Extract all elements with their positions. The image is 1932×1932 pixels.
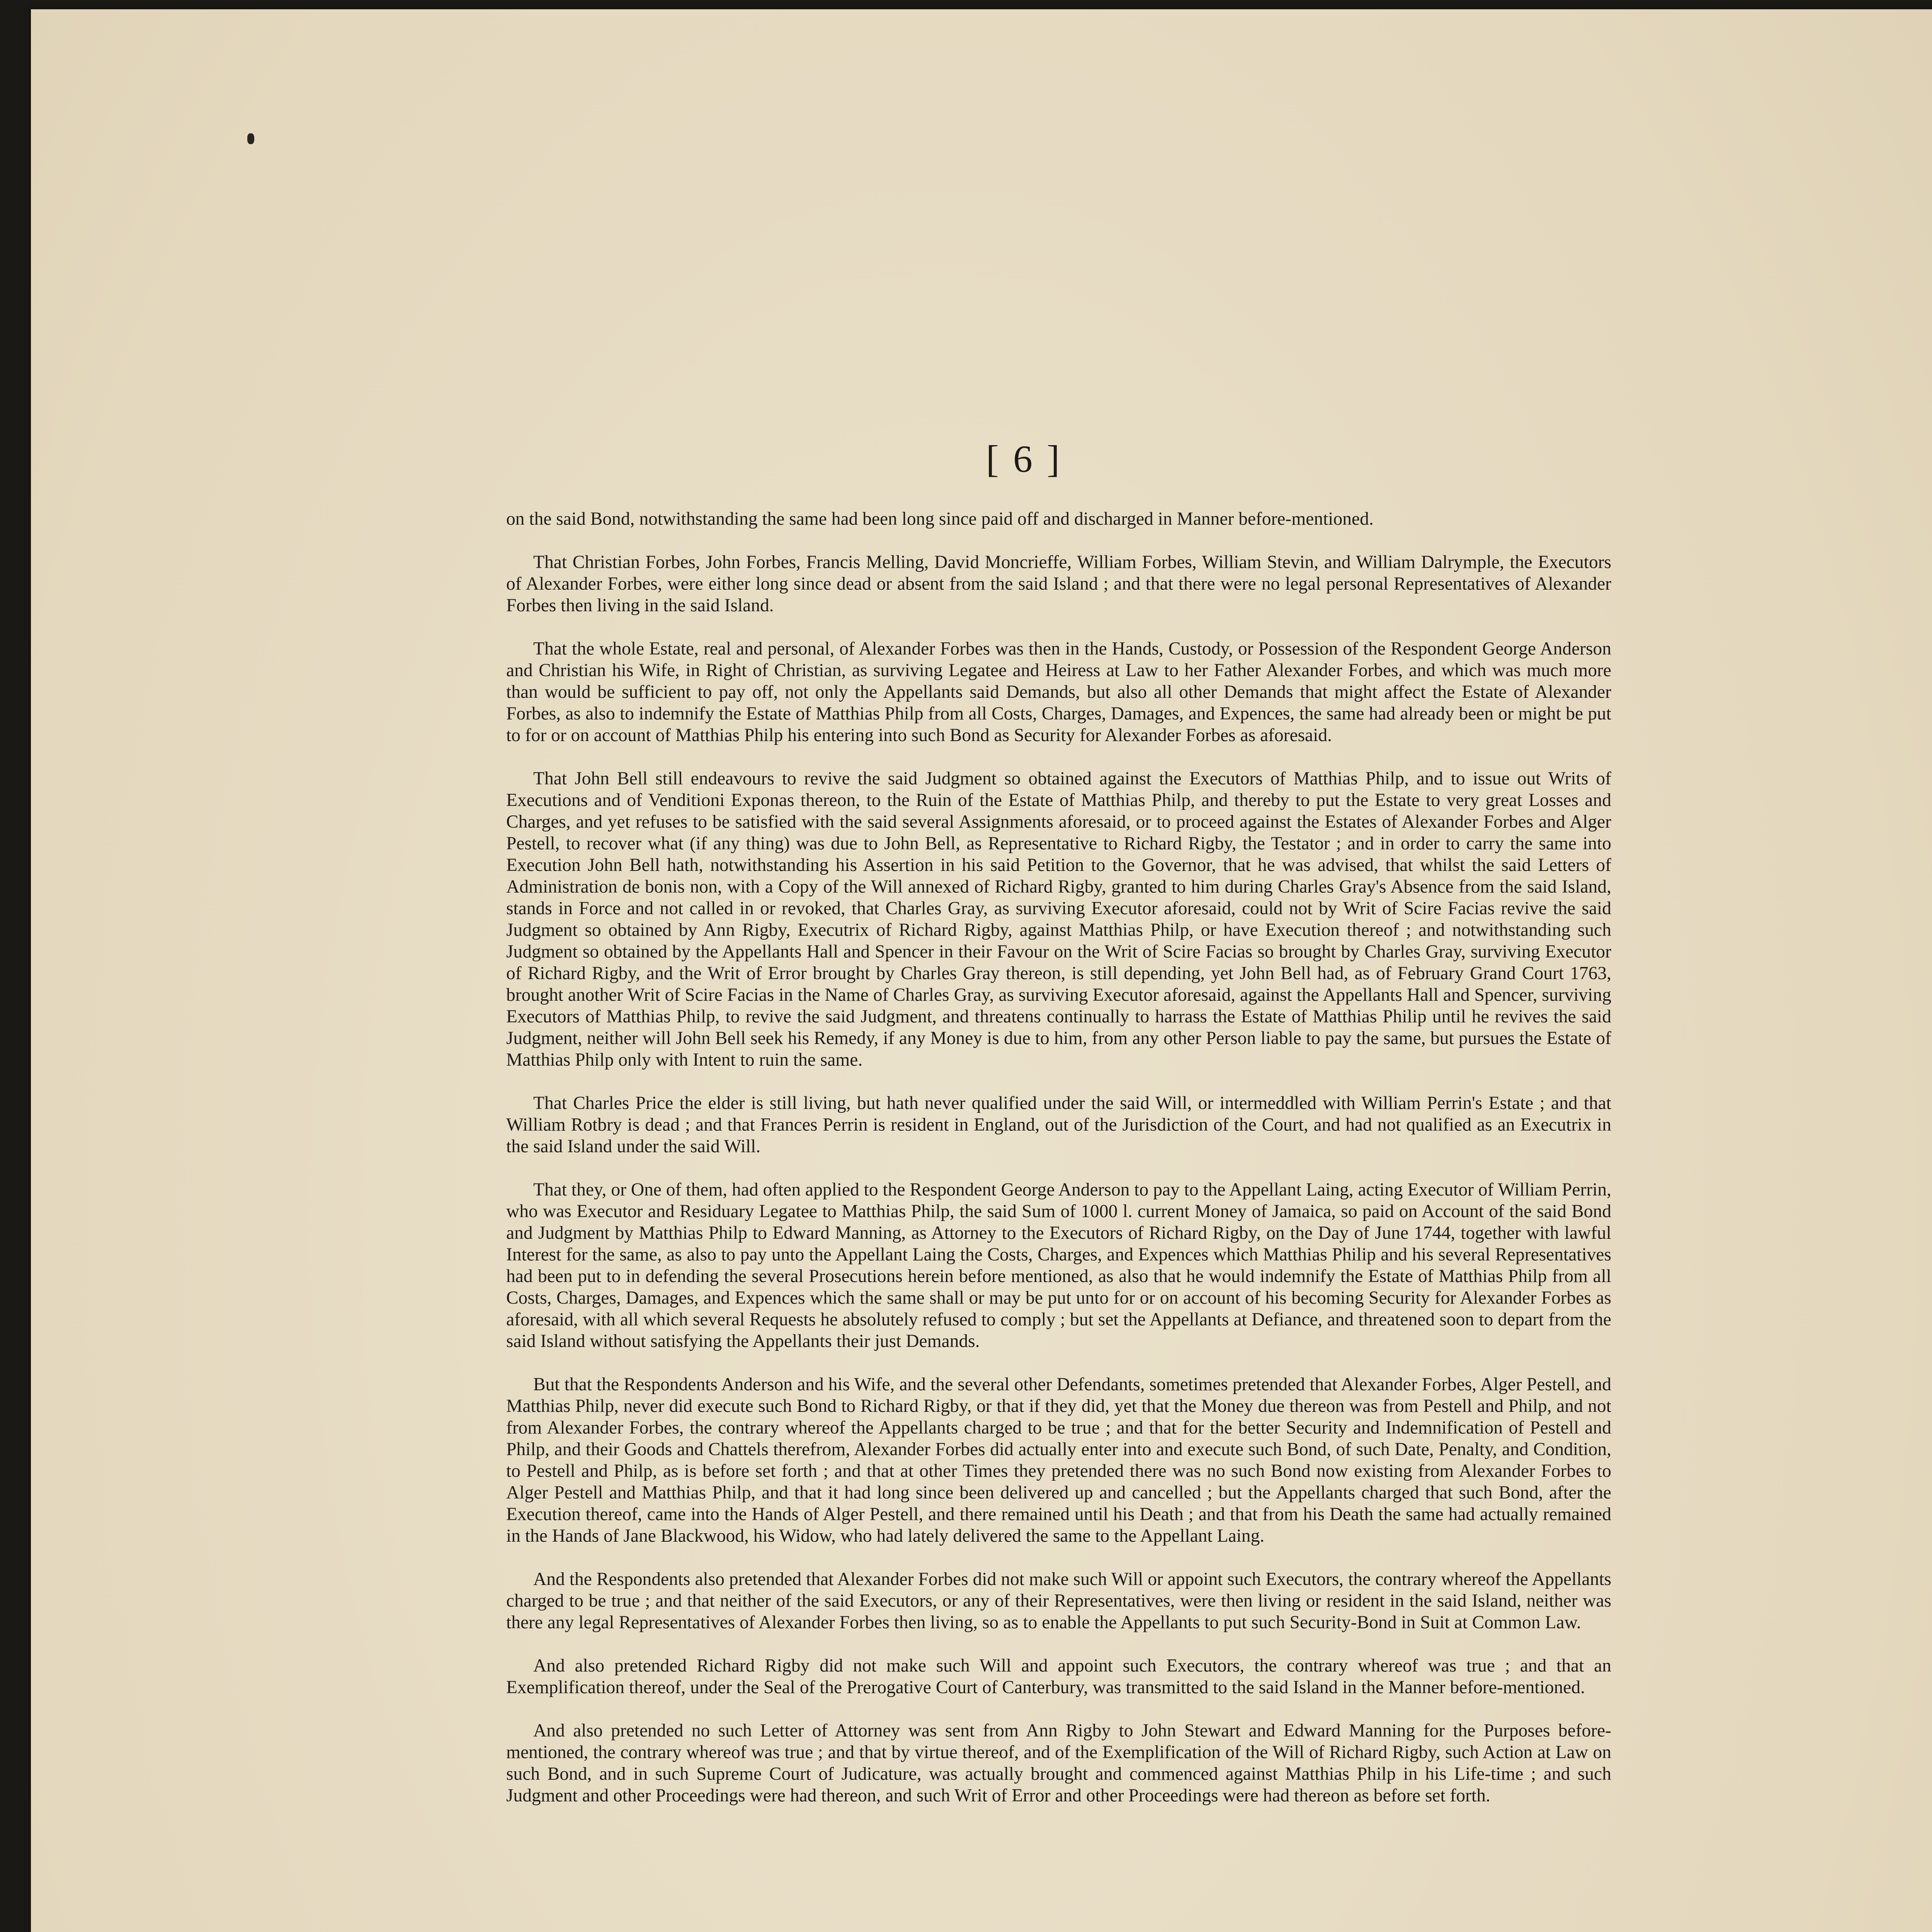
- paragraph-1: on the said Bond, notwithstanding the same had been long since paid off and discharged in Manner before-mentioned.: [506, 509, 1374, 529]
- paragraph-10: And also pretended no such Letter of Attorney was sent from Ann Rigby to John Stewart and Edward Manning for the Purposes before-mentioned, the contrary whereof was true ; and that by virtue thereof, and of the Exemplification of the Will of Richard Rigby, such Action at Law on such Bond, and in such Supreme Court of Judicature, was actually brought and commenced against Matthias Philp in his Life-time ; and such Judgment and other Proceedings were had thereon, and such Writ of Error and other Proceedings were had thereon as before set forth.: [506, 1721, 1611, 1806]
- ink-blot: [247, 133, 254, 144]
- paragraph-9: And also pretended Richard Rigby did not make such Will and appoint such Executors, the contrary whereof was true ; and that an Exemplification thereof, under the Seal of the Prerogative Court of Canterbury, was transmitted to the said Island in the Manner before-mentioned.: [506, 1656, 1611, 1697]
- paragraph-8: And the Respondents also pretended that Alexander Forbes did not make such Will or appoint such Executors, the contrary whereof the Appellants charged to be true ; and that neither of the said Executors, or any of their Representatives, were then living or resident in the said Island, neither was there any legal Representatives of Alexander Forbes then living, so as to enable the Appellants to put such Security-Bond in Suit at Common Law.: [506, 1569, 1611, 1633]
- paragraph-3: That the whole Estate, real and personal, of Alexander Forbes was then in the Hands, Custody, or Possession of the Respondent George Anderson and Christian his Wife, in Right of Christian, as surviving Legatee and Heiress at Law to her Father Alexander Forbes, and which was much more than would be sufficient to pay off, not only the Appellants said Demands, but also all other Demands that might affect the Estate of Alexander Forbes, as also to indemnify the Estate of Matthias Philp from all Costs, Charges, Damages, and Expences, the same had already been or might be put to for or on account of Matthias Philp his entering into such Bond as Security for Alexander Forbes as aforesaid.: [506, 639, 1611, 745]
- paragraph-2: That Christian Forbes, John Forbes, Francis Melling, David Moncrieffe, William Forbes, William Stevin, and William Dalrymple, the Executors of Alexander Forbes, were either long since dead or absent from the said Island ; and that there were no legal personal Representatives of Alexander Forbes then living in the said Island.: [506, 552, 1611, 616]
- paragraph-7: But that the Respondents Anderson and his Wife, and the several other Defendants, sometimes pretended that Alexander Forbes, Alger Pestell, and Matthias Philp, never did execute such Bond to Richard Rigby, or that if they did, yet that the Money due thereon was from Pestell and Philp, and not from Alexander Forbes, the contrary whereof the Appellants charged to be true ; and that for the better Security and Indemnification of Pestell and Philp, and their Goods and Chattels therefrom, Alexander Forbes did actually enter into and execute such Bond, of such Date, Penalty, and Condition, to Pestell and Philp, as is before set forth ; and that at other Times they pretended there was no such Bond now existing from Alexander Forbes to Alger Pestell and Matthias Philp, and that it had long since been delivered up and cancelled ; but the Appellants charged that such Bond, after the Execution thereof, came into the Hands of Alger Pestell, and there remained until his Death ; and that from his Death the same had actually remained in the Hands of Jane Blackwood, his Widow, who had lately delivered the same to the Appellant Laing.: [506, 1374, 1611, 1546]
- body-text: [506, 508, 1611, 1828]
- paragraph-6: That they, or One of them, had often applied to the Respondent George Anderson to pay to the Appellant Laing, acting Executor of William Perrin, who was Executor and Residuary Legatee to Matthias Philp, the said Sum of 1000 l. current Money of Jamaica, so paid on Account of the said Bond and Judgment by Matthias Philp to Edward Manning, as Attorney to the Executors of Richard Rigby, on the Day of June 1744, together with lawful Interest for the same, as also to pay unto the Appellant Laing the Costs, Charges, and Expences which Matthias Philip and his several Representatives had been put to in defending the several Prosecutions herein before mentioned, as also that he would indemnify the Estate of Matthias Philp from all Costs, Charges, Damages, and Expences which the same shall or may be put unto for or on account of his becoming Security for Alexander Forbes as aforesaid, with all which several Requests he absolutely refused to comply ; but set the Appellants at Defiance, and threatened soon to depart from the said Island without satisfying the Appellants their just Demands.: [506, 1180, 1611, 1351]
- paragraph-5: That Charles Price the elder is still living, but hath never qualified under the said Will, or intermeddled with William Perrin's Estate ; and that William Rotbry is dead ; and that Frances Perrin is resident in England, out of the Jurisdiction of the Court, and had not qualified as an Executrix in the said Island under the said Will.: [506, 1093, 1611, 1156]
- page-number: [ 6 ]: [986, 437, 1062, 480]
- paragraph-4: That John Bell still endeavours to revive the said Judgment so obtained against the Executors of Matthias Philp, and to issue out Writs of Executions and of Venditioni Exponas thereon, to the Ruin of the Estate of Matthias Philp, and thereby to put the Estate to very great Losses and Charges, and yet refuses to be satisfied with the said several Assignments aforesaid, or to proceed against the Estates of Alexander Forbes and Alger Pestell, to recover what (if any thing) was due to John Bell, as Representative to Richard Rigby, the Testator ; and in order to carry the same into Execution John Bell hath, notwithstanding his Assertion in his said Petition to the Governor, that he was advised, that whilst the said Letters of Administration de bonis non, with a Copy of the Will annexed of Richard Rigby, granted to him during Charles Gray's Absence from the said Island, stands in Force and not called in or revoked, that Charles Gray, as surviving Executor aforesaid, could not by Writ of Scire Facias revive the said Judgment so obtained by Ann Rigby, Executrix of Richard Rigby, against Matthias Philp, or have Execution thereof ; and notwithstanding such Judgment so obtained by the Appellants Hall and Spencer in their Favour on the Writ of Scire Facias so brought by Charles Gray, surviving Executor of Richard Rigby, and the Writ of Error brought by Charles Gray thereon, is still depending, yet John Bell had, as of February Grand Court 1763, brought another Writ of Scire Facias in the Name of Charles Gray, as surviving Executor aforesaid, against the Appellants Hall and Spencer, surviving Executors of Matthias Philp, to revive the said Judgment, and threatens continually to harrass the Estate of Matthias Philip until he revives the said Judgment, neither will John Bell seek his Remedy, if any Money is due to him, from any other Person liable to pay the same, but pursues the Estate of Matthias Philp only with Intent to ruin the same.: [506, 769, 1611, 1070]
